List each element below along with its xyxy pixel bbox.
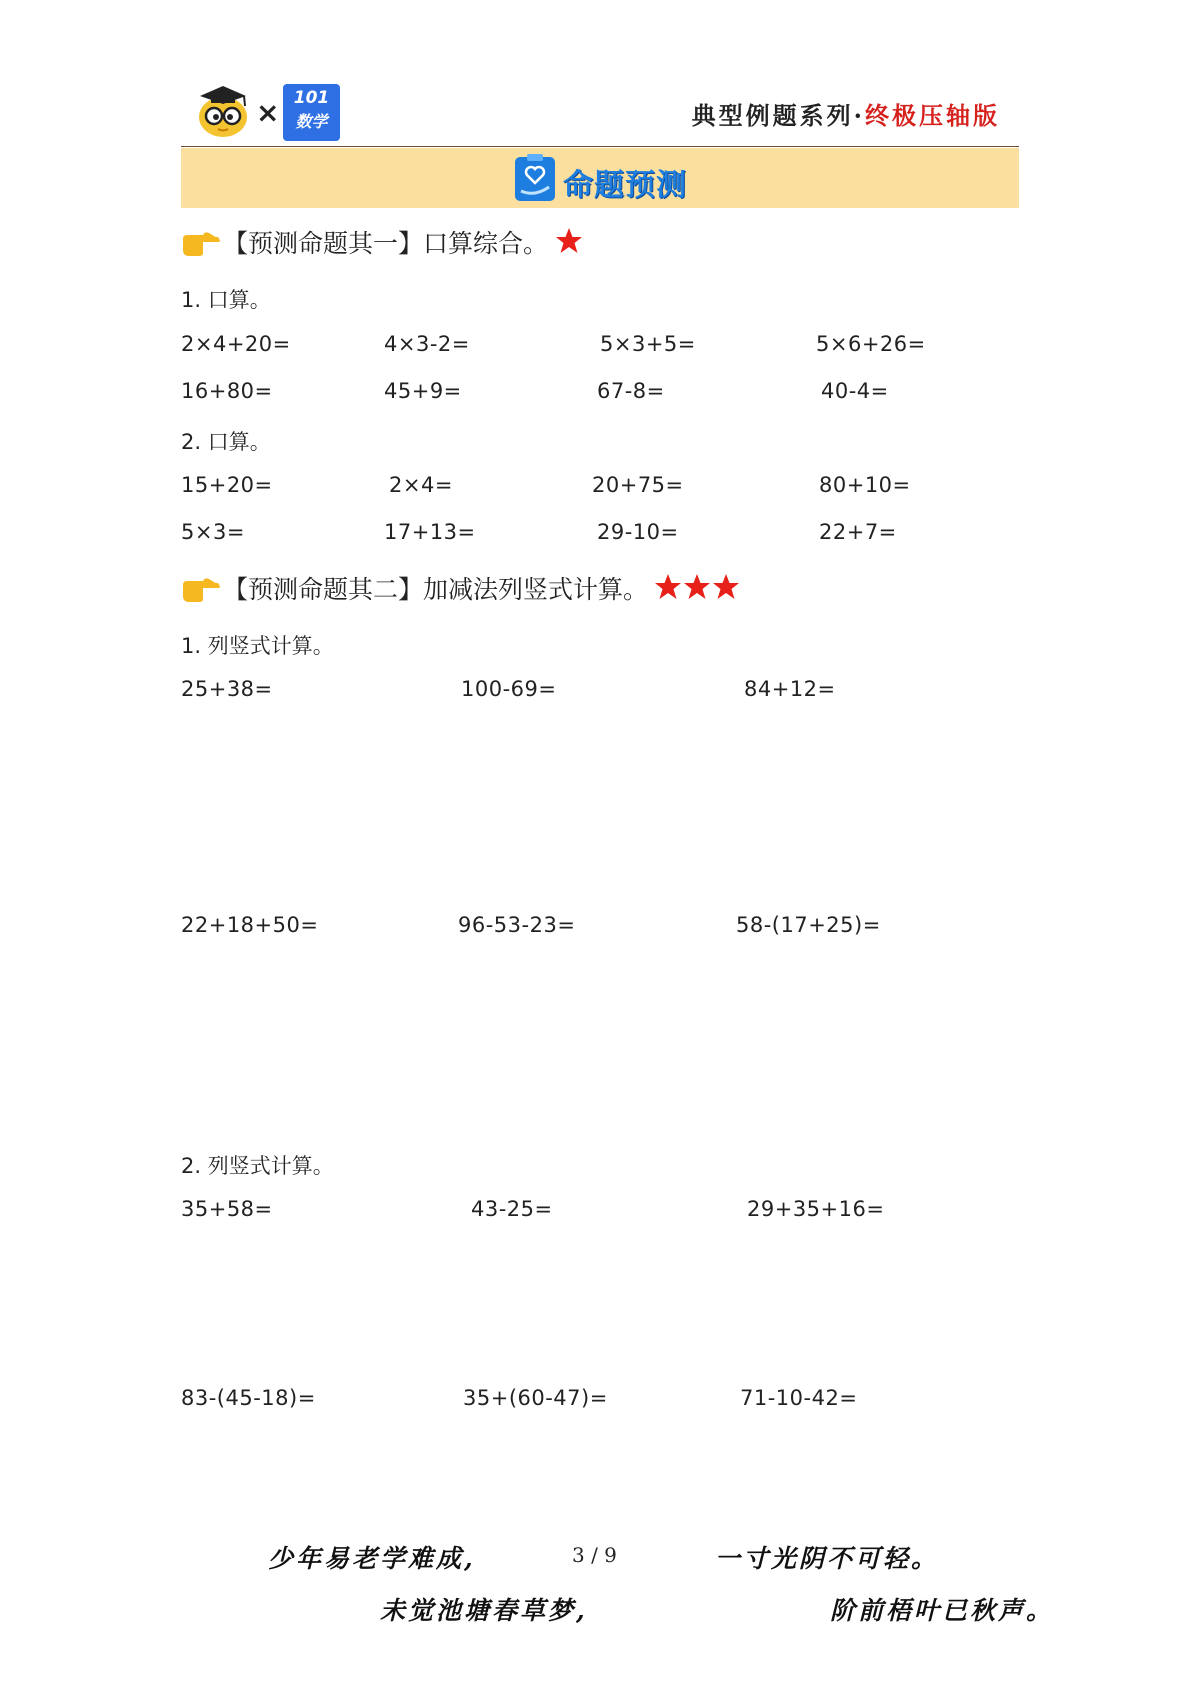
section-2-heading (181, 570, 740, 606)
oral-calc-item: 22+7= (819, 520, 897, 544)
vertical-calc-item: 96-53-23= (458, 913, 576, 937)
star-rating-1 (554, 227, 584, 255)
banner-title: 命题预测 (563, 168, 687, 203)
question-1-label: 1. 口算。 (181, 288, 271, 312)
owl-mascot-logo (196, 84, 250, 138)
star-rating-3 (654, 573, 740, 601)
section-1-heading (181, 224, 584, 260)
oral-calc-item: 45+9= (384, 379, 462, 403)
header-divider (181, 146, 1019, 147)
vertical-calc-item: 22+18+50= (181, 913, 319, 937)
oral-calc-item: 67-8= (597, 379, 665, 403)
oral-calc-item: 29-10= (597, 520, 679, 544)
logo-101-math (283, 84, 340, 141)
oral-calc-item: 2×4= (389, 473, 453, 497)
question-2-label: 2. 口算。 (181, 430, 271, 454)
vertical-calc-item: 43-25= (471, 1197, 553, 1221)
vertical-calc-item: 100-69= (461, 677, 557, 701)
oral-calc-item: 80+10= (819, 473, 911, 497)
oral-calc-item: 17+13= (384, 520, 476, 544)
question-2-label: 2. 列竖式计算。 (181, 1154, 334, 1178)
star-icon (713, 574, 739, 599)
star-icon (556, 228, 582, 253)
vertical-calc-item: 29+35+16= (747, 1197, 885, 1221)
vertical-calc-item: 35+58= (181, 1197, 273, 1221)
oral-calc-item: 16+80= (181, 379, 273, 403)
vertical-calc-item: 84+12= (744, 677, 836, 701)
vertical-calc-item: 35+(60-47)= (463, 1386, 608, 1410)
oral-calc-item: 2×4+20= (181, 332, 291, 356)
oral-calc-item: 5×3= (181, 520, 245, 544)
logo-separator: × (256, 96, 280, 129)
oral-calc-item: 40-4= (821, 379, 889, 403)
oral-calc-item: 5×3+5= (600, 332, 696, 356)
section-2-heading-text: 【预测命题其二】加减法列竖式计算。 (223, 575, 649, 604)
oral-calc-item: 4×3-2= (384, 332, 470, 356)
oral-calc-item: 5×6+26= (816, 332, 926, 356)
series-title-suffix: 终极压轴版 (865, 101, 1000, 130)
page-number: 3 / 9 (572, 1543, 617, 1567)
vertical-calc-item: 83-(45-18)= (181, 1386, 316, 1410)
pointing-hand-icon (181, 575, 221, 603)
poem-line-2-left: 未觉池塘春草梦, (380, 1596, 588, 1625)
oral-calc-item: 20+75= (592, 473, 684, 497)
series-title-prefix: 典型例题系列· (691, 101, 865, 130)
heart-clipboard-icon (513, 153, 557, 203)
vertical-calc-item: 58-(17+25)= (736, 913, 881, 937)
series-title (692, 96, 1000, 131)
poem-line-1-right: 一寸光阴不可轻。 (715, 1544, 940, 1573)
section-1-heading-text: 【预测命题其一】口算综合。 (223, 229, 549, 258)
star-icon (655, 574, 681, 599)
poem-line-2-right: 阶前梧叶已秋声。 (830, 1596, 1055, 1625)
logo-101-text: 数学 (295, 112, 328, 131)
oral-calc-item: 15+20= (181, 473, 273, 497)
question-1-label: 1. 列竖式计算。 (181, 634, 334, 658)
vertical-calc-item: 25+38= (181, 677, 273, 701)
logo-101-number: 101 (293, 88, 330, 108)
pointing-hand-icon (181, 229, 221, 257)
star-icon (684, 574, 710, 599)
vertical-calc-item: 71-10-42= (740, 1386, 858, 1410)
poem-line-1-left: 少年易老学难成, (268, 1544, 476, 1573)
